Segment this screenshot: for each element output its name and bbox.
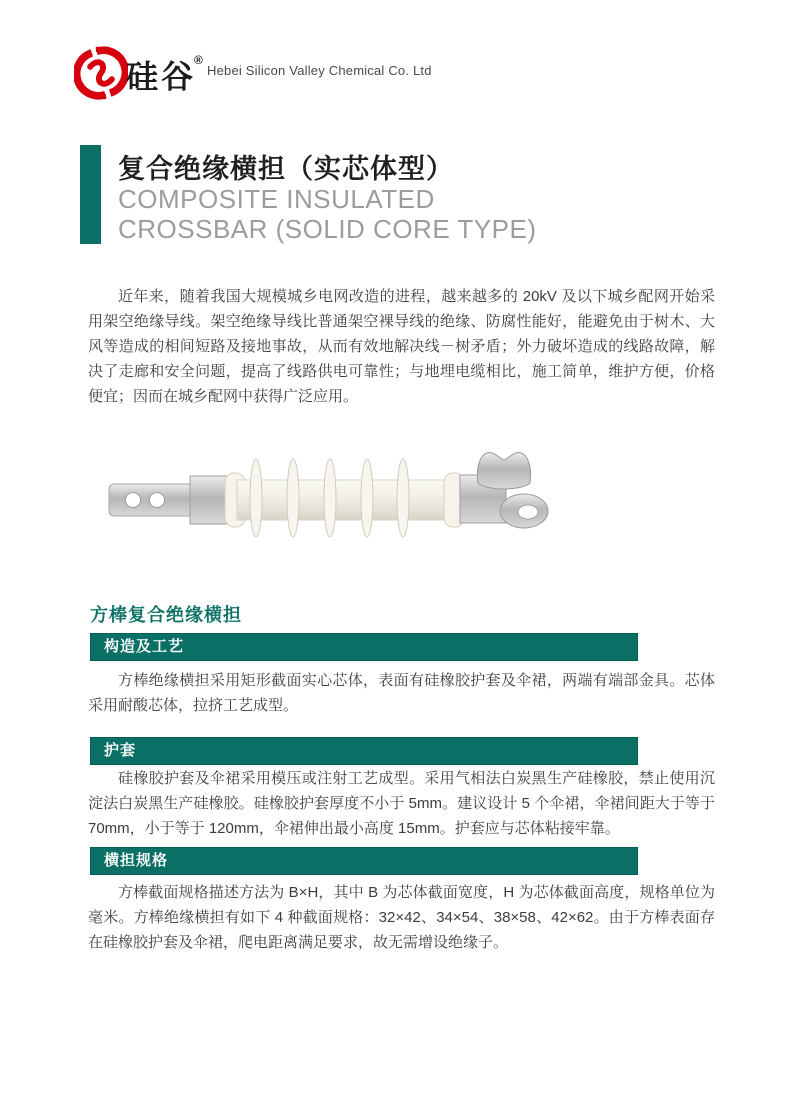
section-heading-structure: 构造及工艺 (90, 633, 638, 661)
page-title-en-line1: COMPOSITE INSULATED (118, 184, 435, 214)
intro-paragraph: 近年来，随着我国大规模城乡电网改造的进程，越来越多的 20kV 及以下城乡配网开始采用架空绝缘导线。架空绝缘导线比普通架空裸导线的绝缘、防腐性能好，能避免由于树木、大风等造成的相间短路及接地事故，从而有效地解决线－树矛盾；外力破坏造成的线路故障，解决了走廊和安全问题，提高了线路供电可靠性；与地埋电缆相比，施工简单，维护方便，价格便宜；因而在城乡配网中获得广泛应用。 (88, 288, 715, 405)
title-accent-bar (80, 145, 101, 244)
page-title-en (118, 184, 537, 244)
section-heading-specs: 横担规格 (90, 847, 638, 875)
section-title: 方棒复合绝缘横担 (90, 605, 242, 625)
product-photo (104, 441, 560, 543)
saddle-clamp (477, 453, 530, 489)
insulator-rod (237, 480, 451, 520)
section-body-structure: 方棒绝缘横担采用矩形截面实心芯体，表面有硅橡胶护套及伞裙，两端有端部金具。芯体采用耐酸芯体，拉挤工艺成型。 (88, 672, 715, 714)
brand-name-text: 硅谷 (126, 58, 197, 95)
section-body-specs: 方棒截面规格描述方法为 B×H，其中 B 为芯体截面宽度，H 为芯体截面高度，规格单位为毫米。方棒绝缘横担有如下 4 种截面规格：32×42、34×54、38×58、42×62。由于方棒表面存在硅橡胶护套及伞裙，爬电距离满足要求，故无需增设绝缘子。 (88, 884, 715, 951)
section-heading-sheath: 护套 (90, 737, 638, 765)
page-title-zh: 复合绝缘横担（实芯体型） (118, 154, 454, 184)
brand-name-zh (126, 53, 205, 95)
registered-trademark-symbol: ® (194, 53, 203, 67)
page-title-en-line2: CROSSBAR (SOLID CORE TYPE) (118, 214, 537, 244)
company-logo-icon (74, 46, 128, 100)
company-name: Hebei Silicon Valley Chemical Co. Ltd (207, 63, 432, 78)
section-body-sheath: 硅橡胶护套及伞裙采用模压或注射工艺成型。采用气相法白炭黑生产硅橡胶，禁止使用沉淀法白炭黑生产硅橡胶。硅橡胶护套厚度不小于 5mm。建议设计 5 个伞裙，伞裙间距大于等于 70mm，小于等于 120mm，伞裙伸出最小高度 15mm。护套应与芯体粘接牢靠。 (88, 770, 715, 837)
left-sleeve-fitting (190, 476, 228, 524)
